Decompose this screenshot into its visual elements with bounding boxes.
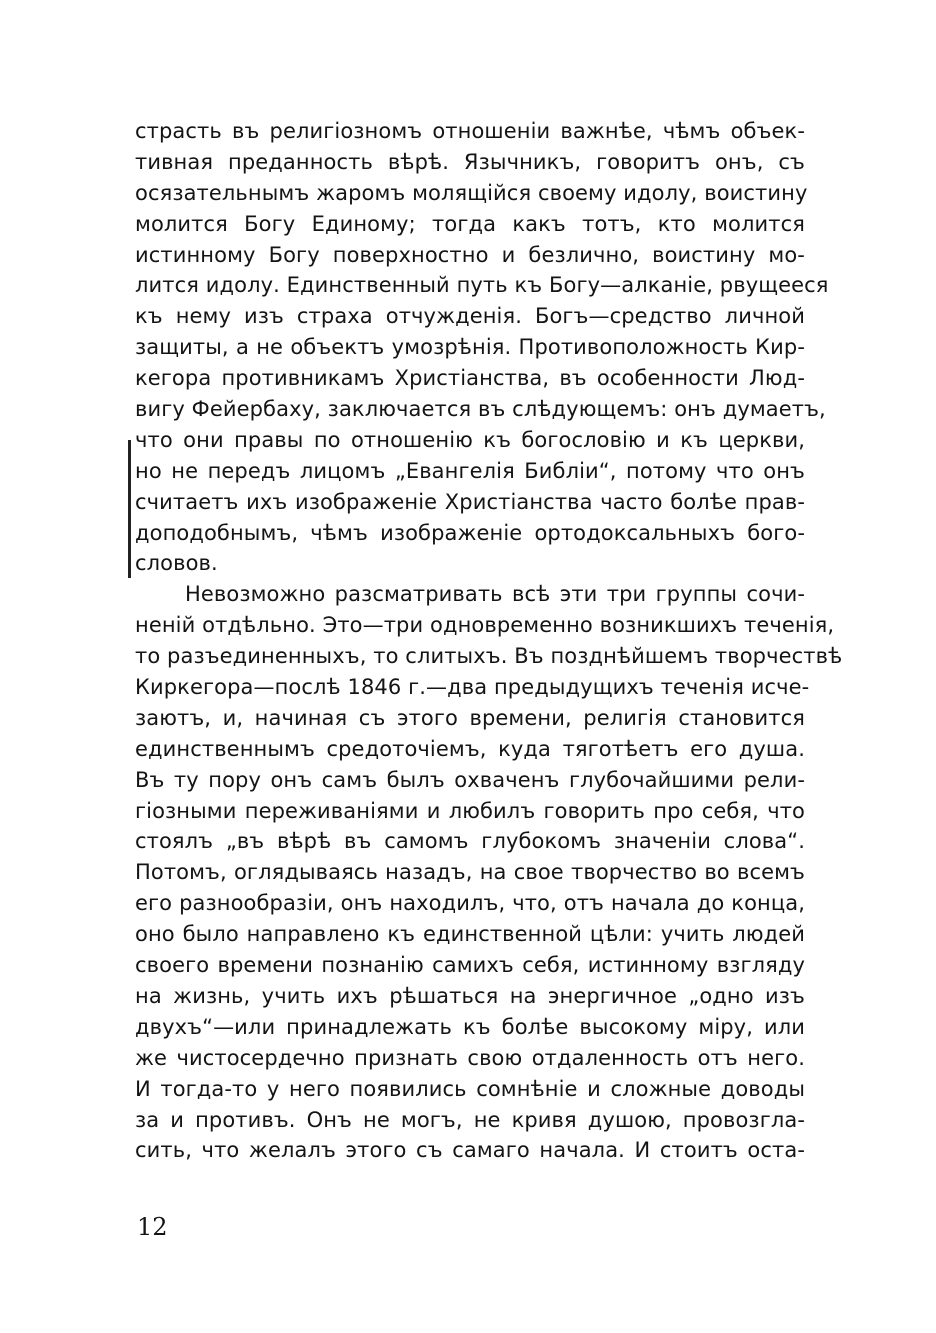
text-line: осязательнымъ жаромъ молящійся своему идолу, воистину [135, 180, 808, 205]
text-line: Потомъ, оглядываясь назадъ, на свое творчество во всемъ [135, 860, 805, 885]
text-line: его разнообразіи, онъ находилъ, что, отъ начала до конца, [135, 891, 805, 916]
text-line: неній отдѣльно. Это—три одновременно возникшихъ теченія, [135, 613, 835, 638]
text-line: истинному Богу поверхностно и безлично, воистину мо- [135, 242, 805, 267]
text-line: защиты, а не объектъ умозрѣнія. Противоположность Кир- [135, 335, 805, 360]
text-line: Въ ту пору онъ самъ былъ охваченъ глубочайшими рели- [135, 767, 805, 792]
text-line: Невозможно разсматривать всѣ эти три группы сочи- [185, 582, 805, 607]
text-line: страсть въ религіозномъ отношеніи важнѣе, чѣмъ объек- [135, 119, 805, 143]
text-line: на жизнь, учить ихъ рѣшаться на энергичное „одно изъ [135, 983, 805, 1008]
text-line: стоялъ „въ вѣрѣ въ самомъ глубокомъ значеніи слова“. [135, 829, 805, 854]
text-line: Киркегора—послѣ 1846 г.—два предыдущихъ теченія исче- [135, 675, 810, 700]
text-line: но не передъ лицомъ „Евангелія Библіи“, потому что онъ [135, 458, 805, 483]
text-line: словов. [135, 551, 218, 576]
text-line: молится Богу Единому; тогда какъ тотъ, кто молится [135, 211, 805, 236]
text-line: И тогда-то у него появились сомнѣніе и сложные доводы [135, 1076, 805, 1101]
text-line: за и противъ. Онъ не могъ, не кривя душою, провозгла- [135, 1107, 805, 1132]
text-line: гіозными переживаніями и любилъ говорить про себя, что [135, 798, 805, 823]
text-line: единственнымъ средоточіемъ, куда тяготѣетъ его душа. [135, 736, 805, 761]
text-line: то разъединенныхъ, то слитыхъ. Въ позднѣйшемъ творчествѣ [135, 644, 843, 669]
text-line: своего времени познанію самихъ себя, истинному взгляду [135, 953, 805, 978]
margin-line [128, 440, 131, 578]
text-line: же чистосердечно признать свою отдаленность отъ него. [135, 1045, 805, 1070]
text-line: къ нему изъ страха отчужденія. Богъ—средство личной [135, 304, 805, 329]
text-line: считаетъ ихъ изображеніе Христіанства часто болѣе прав- [135, 489, 805, 514]
text-line: что они правы по отношенію къ богословію и къ церкви, [135, 427, 805, 452]
text-line: сить, что желалъ этого съ самаго начала. И стоитъ оста- [135, 1138, 805, 1163]
text-line: кегора противникамъ Христіанства, въ особенности Люд- [135, 366, 805, 391]
text-line: доподобнымъ, чѣмъ изображеніе ортодоксальныхъ бого- [135, 520, 805, 545]
text-line: двухъ“—или принадлежать къ болѣе высокому міру, или [135, 1014, 805, 1039]
text-line: заютъ, и, начиная съ этого времени, религія становится [135, 705, 805, 730]
page-number: 12 [137, 1213, 168, 1241]
body-text [135, 116, 843, 1166]
text-line: оно было направлено къ единственной цѣли: учить людей [135, 922, 805, 947]
text-line: лится идолу. Единственный путь къ Богу—алканіе, рвущееся [135, 273, 829, 298]
text-line: вигу Фейербаху, заключается въ слѣдующемъ: онъ думаетъ, [135, 397, 826, 422]
text-line: тивная преданность вѣрѣ. Язычникъ, говоритъ онъ, съ [135, 149, 805, 174]
